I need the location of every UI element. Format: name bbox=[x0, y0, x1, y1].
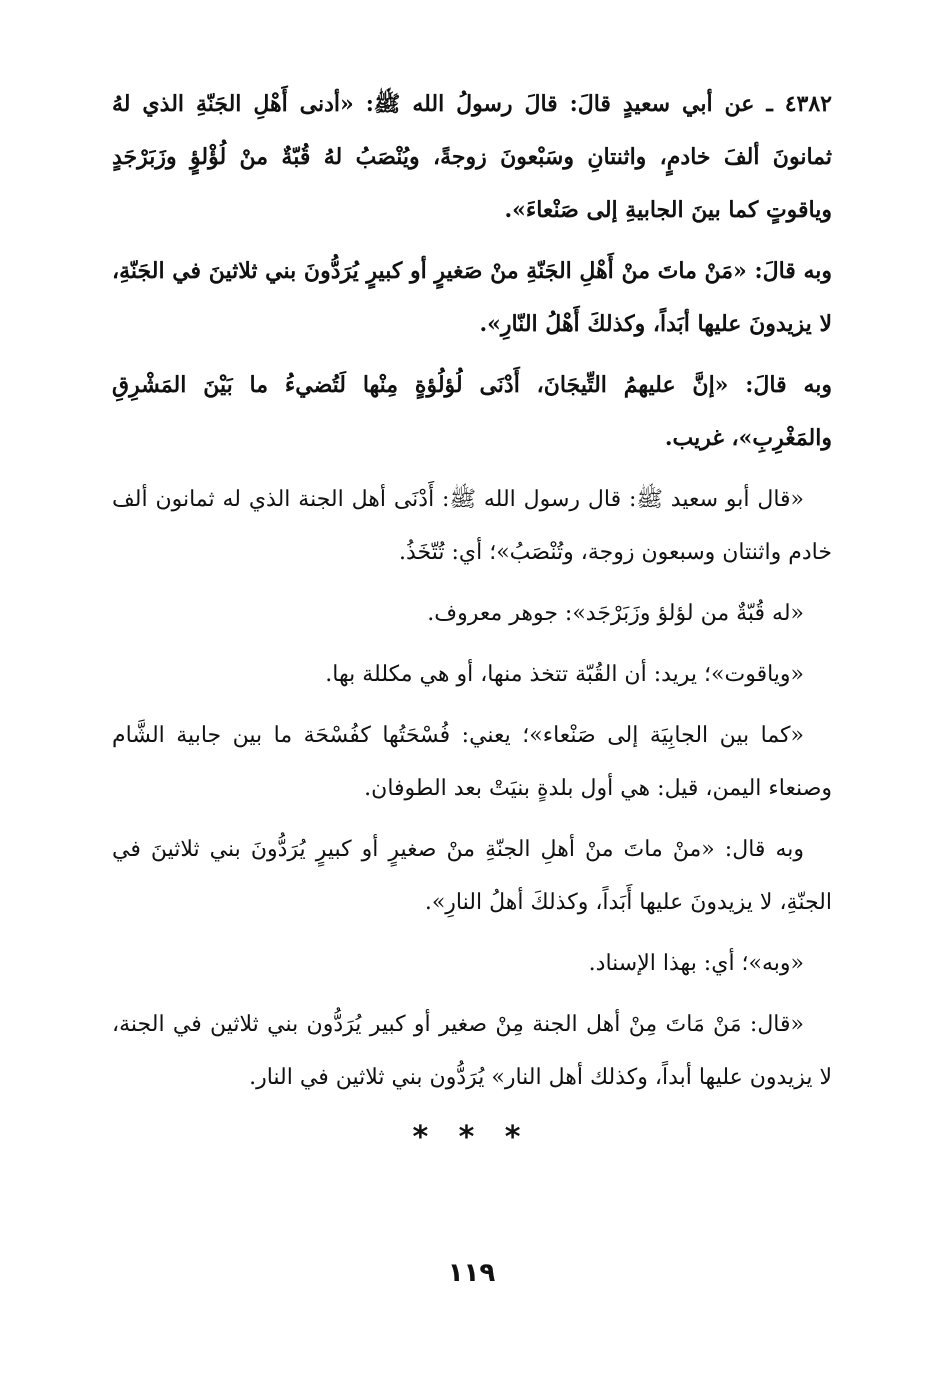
commentary-paragraph-1: «قال أبو سعيد ﷺ: قال رسول الله ﷺ: أَدْنَى أهل الجنة الذي له ثمانون ألف خادم واثنتان وسبعون زوجة، وتُنْصَبُ»؛ أي: تُتّخَذُ. bbox=[112, 487, 832, 565]
hadith-wa-bihi-man-mata-paragraph: وبه قالَ: «مَنْ ماتَ منْ أَهْلِ الجَنّةِ منْ صَغيرٍ أو كبيرٍ يُرَدُّونَ بني ثلاثينَ في الجَنّةِ، لا يزيدونَ عليها أبَداً، وكذلكَ أَهْلُ النّارِ». bbox=[112, 258, 832, 337]
commentary-paragraph-3: «وياقوت»؛ يريد: أن القُبّة تتخذ منها، أو هي مكللة بها. bbox=[325, 662, 804, 687]
page-number: ١١٩ bbox=[447, 1258, 496, 1288]
hadith-wa-bihi-tijan-paragraph: وبه قالَ: «إنَّ عليهمُ التِّيجَانَ، أَدْنَى لُؤلُؤةٍ مِنْها لَتُضيءُ ما بَيْنَ المَشْرِقِ والمَغْرِبِ»، غريب. bbox=[112, 372, 832, 451]
section-separator: * * * bbox=[412, 1120, 531, 1155]
commentary-paragraph-5: وبه قال: «منْ ماتَ منْ أهلِ الجنّةِ منْ صغيرٍ أو كبيرٍ يُرَدُّونَ بني ثلاثينَ في الجنّةِ، لا يزيدونَ عليها أَبَداً، وكذلكَ أهلُ النارِ». bbox=[112, 837, 832, 915]
commentary-paragraph-7: «قال: مَنْ مَاتَ مِنْ أهل الجنة مِنْ صغير أو كبير يُرَدُّون بني ثلاثين في الجنة، لا يزيدون عليها أبداً، وكذلك أهل النار» يُرَدُّون بني ثلاثين في النار. bbox=[112, 1012, 832, 1090]
commentary-paragraph-4: «كما بين الجابِيَة إلى صَنْعاء»؛ يعني: فُسْحَتُها كفُسْحَة ما بين جابية الشَّام وصنعاء اليمن، قيل: هي أول بلدةٍ بنيَتْ بعد الطوفان. bbox=[112, 723, 832, 801]
commentary-paragraph-2: «له قُبّةٌ من لؤلؤ وزَبَرْجَد»: جوهر معروف. bbox=[427, 601, 804, 626]
commentary-paragraph-6: «وبه»؛ أي: بهذا الإسناد. bbox=[588, 951, 804, 976]
hadith-4382-paragraph: ٤٣٨٢ ـ عن أبي سعيدٍ قالَ: قالَ رسولُ الله ﷺ: «أدنى أَهْلِ الجَنّةِ الذي لهُ ثمانونَ ألفَ خادمٍ، واثنتانِ وسَبْعونَ زوجةً، ويُنْصَبُ لهُ قُبّةٌ منْ لُؤْلؤٍ وزَبَرْجَدٍ وياقوتٍ كما بينَ الجابيةِ إلى صَنْعاءَ». bbox=[112, 91, 832, 223]
page-body bbox=[112, 78, 832, 1104]
